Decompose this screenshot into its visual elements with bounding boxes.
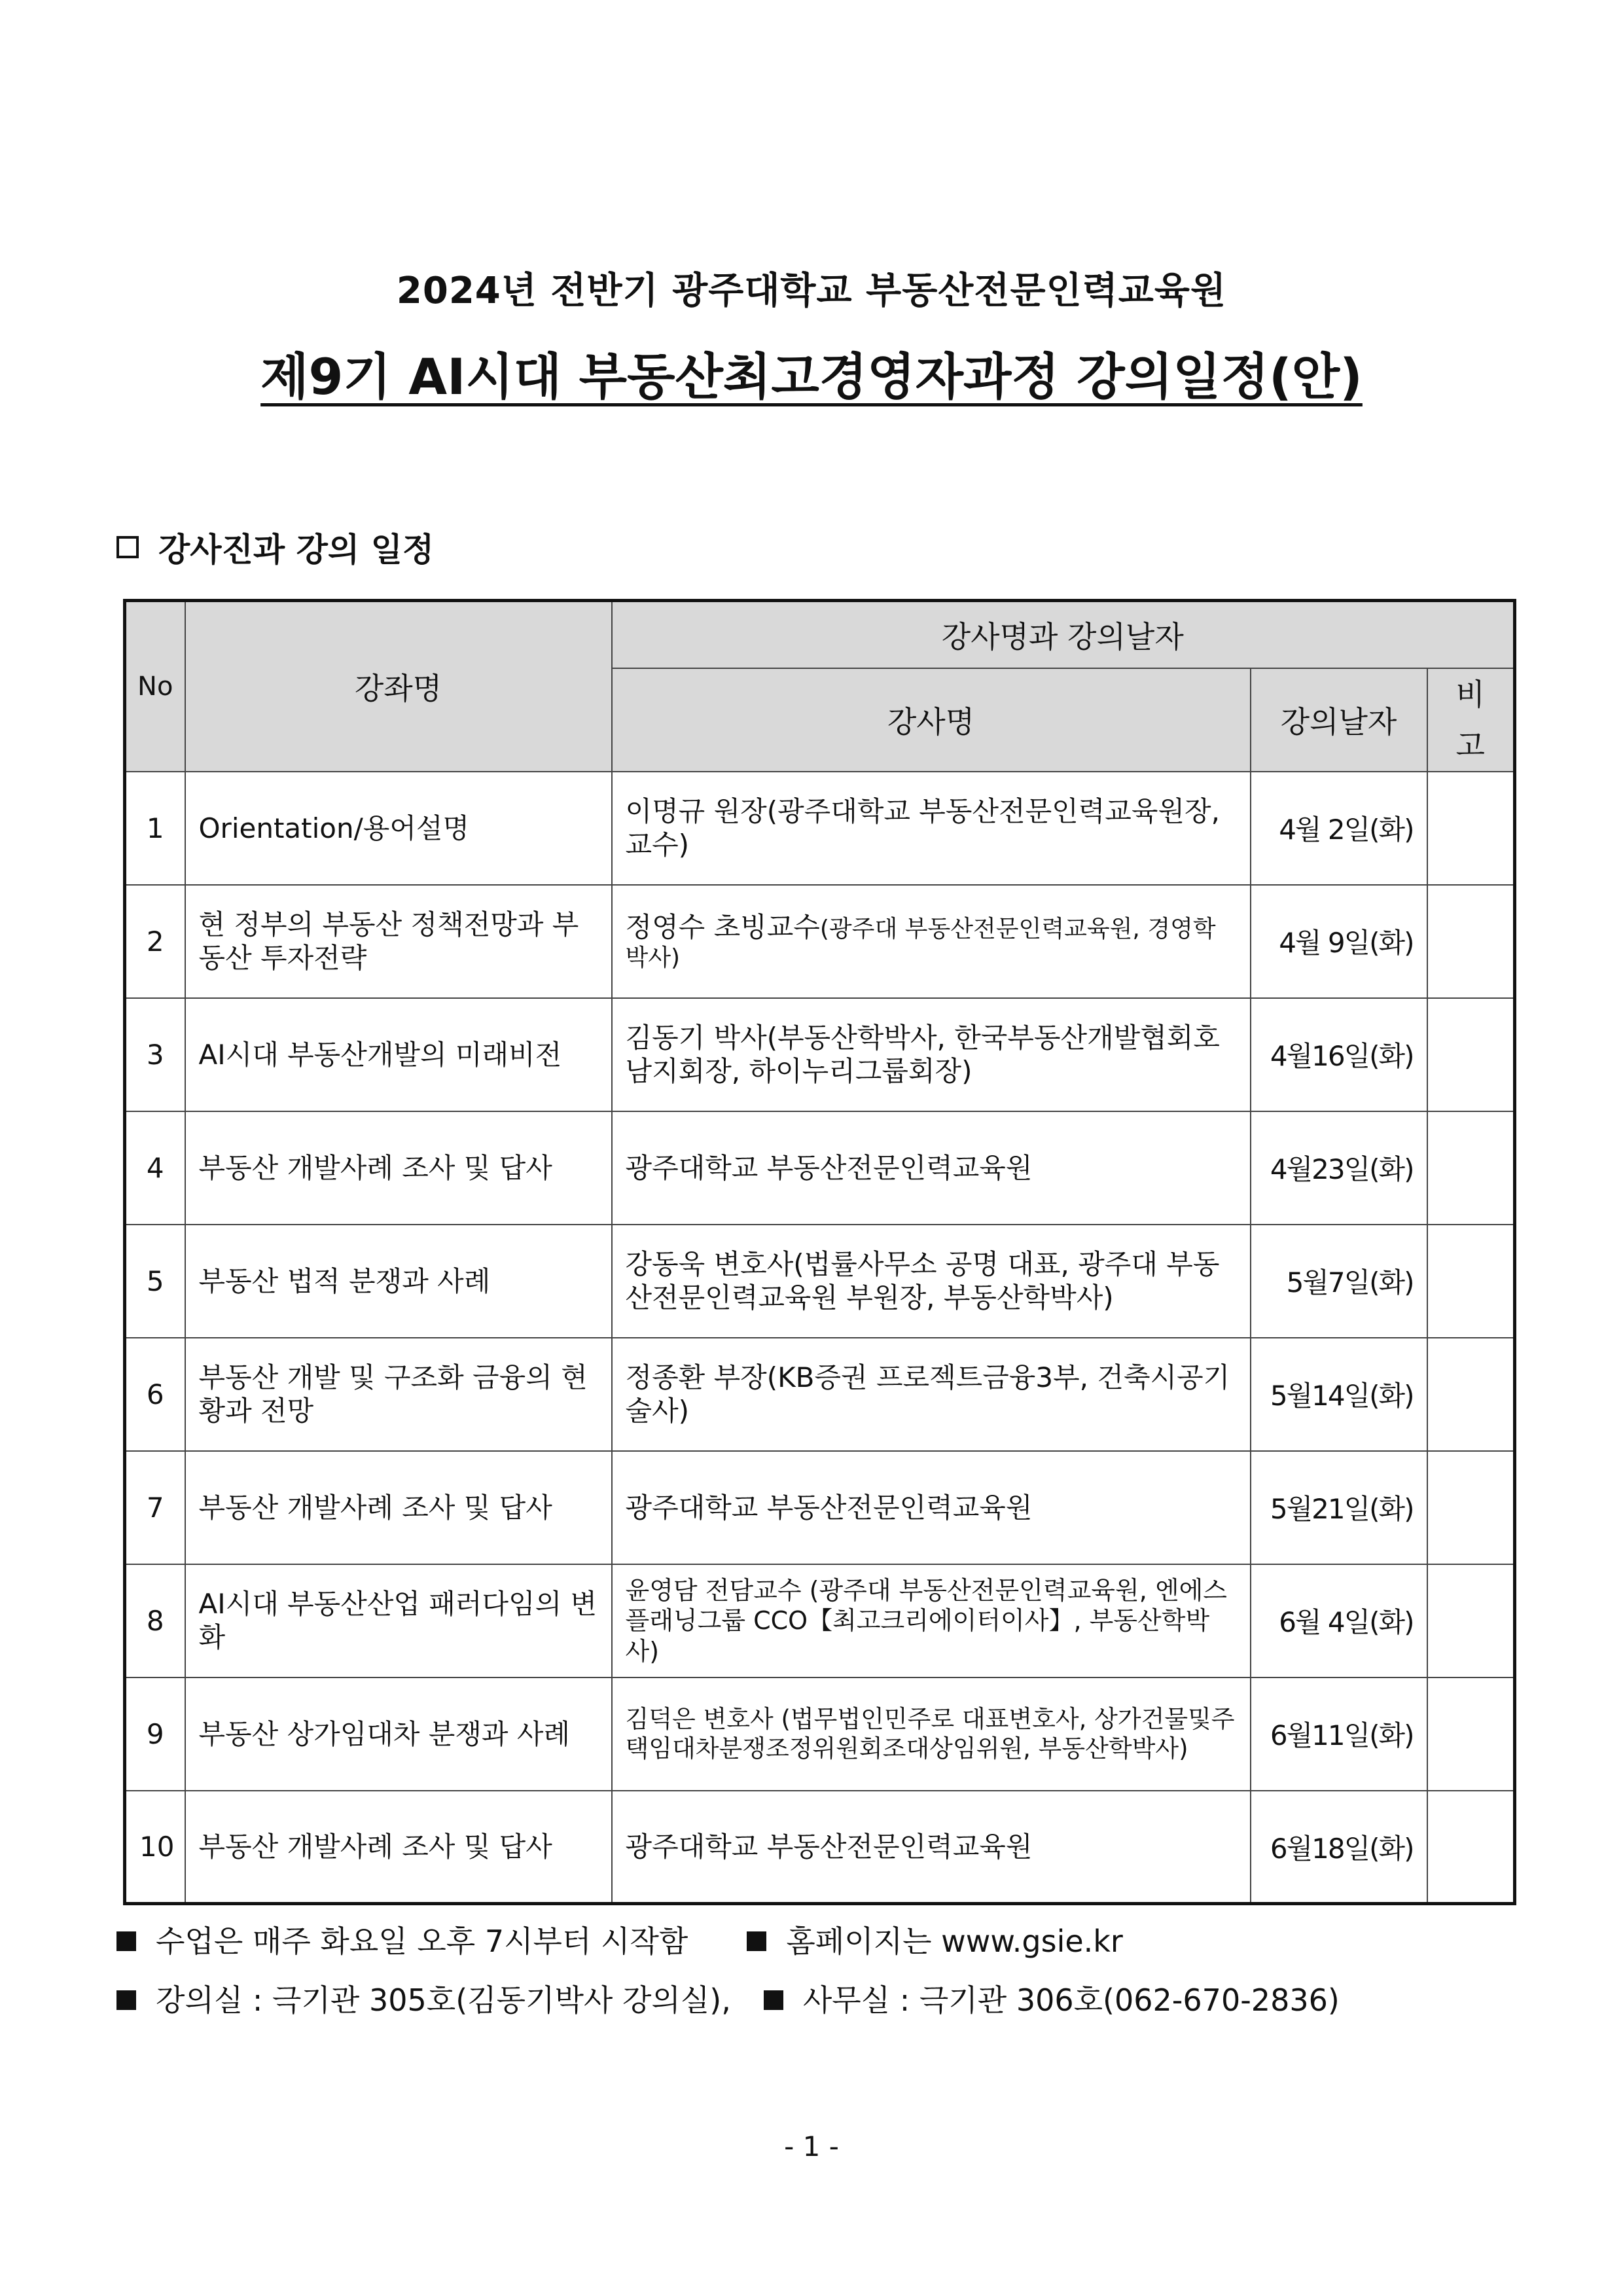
note-classroom: 강의실 : 극기관 305호(김동기박사 강의실),: [156, 1982, 731, 2018]
row-lecturer: 광주대학교 부동산전문인력교육원: [612, 1111, 1251, 1225]
row-course: 현 정부의 부동산 정책전망과 부동산 투자전략: [185, 885, 612, 998]
row-course: 부동산 개발 및 구조화 금융의 현황과 전망: [185, 1338, 612, 1451]
table-header-row: [125, 601, 1515, 668]
row-remark: [1427, 1451, 1515, 1564]
bullet-square-icon: [116, 1931, 136, 1951]
table-row: [125, 885, 1515, 998]
row-course: 부동산 개발사례 조사 및 답사: [185, 1791, 612, 1904]
table-row: [125, 1791, 1515, 1904]
row-remark: [1427, 1677, 1515, 1791]
table-row: [125, 1338, 1515, 1451]
document-title-line2: [0, 337, 1623, 408]
row-no: 4: [125, 1111, 185, 1225]
document-title-line1: 2024년 전반기 광주대학교 부동산전문인력교육원: [396, 270, 1227, 312]
row-remark: [1427, 885, 1515, 998]
row-date: 5월21일(화): [1251, 1451, 1427, 1564]
row-lecturer: 정종환 부장(KB증권 프로젝트금융3부, 건축시공기술사): [612, 1338, 1251, 1451]
schedule-table: [123, 599, 1516, 1905]
row-lecturer: 광주대학교 부동산전문인력교육원: [612, 1451, 1251, 1564]
notes-line2: [116, 1977, 1340, 2020]
section-heading: [116, 524, 434, 571]
header-no: No: [125, 601, 185, 772]
row-date: 4월 9일(화): [1251, 885, 1427, 998]
row-lecturer: 김덕은 변호사 (법무법인민주로 대표변호사, 상가건물및주택임대차분쟁조정위원회조대상임위원, 부동산학박사): [612, 1677, 1251, 1791]
row-lecturer-detail: (광주대 부동산전문인력교육원, 경영학박사): [625, 915, 1216, 972]
row-no: 10: [125, 1791, 185, 1904]
header-course: 강좌명: [185, 601, 612, 772]
row-course: 부동산 법적 분쟁과 사례: [185, 1225, 612, 1338]
row-lecturer: 강동욱 변호사(법률사무소 공명 대표, 광주대 부동산전문인력교육원 부원장, 부동산학박사): [612, 1225, 1251, 1338]
bullet-square-icon: [764, 1990, 783, 2010]
note-class-time: 수업은 매주 화요일 오후 7시부터 시작함: [156, 1924, 688, 1959]
header-remark: [1427, 668, 1515, 772]
header-lecturer: 강사명: [612, 668, 1251, 772]
row-date: 4월23일(화): [1251, 1111, 1427, 1225]
row-no: 2: [125, 885, 185, 998]
row-remark: [1427, 1225, 1515, 1338]
row-lecturer-name: 정영수 초빙교수: [625, 910, 820, 943]
note-office: 사무실 : 극기관 306호(062-670-2836): [802, 1982, 1340, 2018]
table-row: [125, 1451, 1515, 1564]
row-date: 6월11일(화): [1251, 1677, 1427, 1791]
row-date: 6월18일(화): [1251, 1791, 1427, 1904]
row-no: 9: [125, 1677, 185, 1791]
section-heading-text: 강사진과 강의 일정: [158, 531, 435, 569]
row-no: 8: [125, 1564, 185, 1677]
page-number: - 1 -: [784, 2130, 839, 2162]
row-date: 5월14일(화): [1251, 1338, 1427, 1451]
header-date: 강의날자: [1251, 668, 1427, 772]
checkbox-icon: [116, 536, 139, 558]
row-course: 부동산 개발사례 조사 및 답사: [185, 1111, 612, 1225]
row-remark: [1427, 998, 1515, 1111]
row-course: 부동산 개발사례 조사 및 답사: [185, 1451, 612, 1564]
row-remark: [1427, 1791, 1515, 1904]
table-row: [125, 998, 1515, 1111]
row-no: 1: [125, 772, 185, 885]
table-row: [125, 1677, 1515, 1791]
row-course: AI시대 부동산개발의 미래비전: [185, 998, 612, 1111]
row-lecturer: [612, 885, 1251, 998]
row-no: 5: [125, 1225, 185, 1338]
row-date: 4월16일(화): [1251, 998, 1427, 1111]
row-lecturer: 광주대학교 부동산전문인력교육원: [612, 1791, 1251, 1904]
bullet-square-icon: [116, 1990, 136, 2010]
table-row: [125, 1225, 1515, 1338]
row-date: 5월7일(화): [1251, 1225, 1427, 1338]
document-title-text: 제9기 AI시대 부동산최고경영자과정 강의일정(안): [260, 348, 1363, 406]
table-row: [125, 1564, 1515, 1677]
row-no: 7: [125, 1451, 185, 1564]
header-remark-text: 비고: [1455, 676, 1485, 763]
note-homepage: 홈페이지는 www.gsie.kr: [786, 1924, 1123, 1959]
row-course: AI시대 부동산산업 패러다임의 변화: [185, 1564, 612, 1677]
row-no: 3: [125, 998, 185, 1111]
row-course: 부동산 상가임대차 분쟁과 사례: [185, 1677, 612, 1791]
table-row: [125, 772, 1515, 885]
bullet-square-icon: [747, 1931, 766, 1951]
header-lecturer-date-group: 강사명과 강의날자: [612, 601, 1515, 668]
row-remark: [1427, 1111, 1515, 1225]
table-row: [125, 1111, 1515, 1225]
row-remark: [1427, 1338, 1515, 1451]
row-date: 6월 4일(화): [1251, 1564, 1427, 1677]
row-no: 6: [125, 1338, 185, 1451]
row-remark: [1427, 1564, 1515, 1677]
row-lecturer: 윤영담 전담교수 (광주대 부동산전문인력교육원, 엔에스플래닝그룹 CCO【최고크리에이터이사】, 부동산학박사): [612, 1564, 1251, 1677]
row-course: Orientation/용어설명: [185, 772, 612, 885]
row-lecturer: 김동기 박사(부동산학박사, 한국부동산개발협회호남지회장, 하이누리그룹회장): [612, 998, 1251, 1111]
row-date: 4월 2일(화): [1251, 772, 1427, 885]
row-lecturer: 이명규 원장(광주대학교 부동산전문인력교육원장, 교수): [612, 772, 1251, 885]
notes-line1: [116, 1918, 1123, 1961]
row-remark: [1427, 772, 1515, 885]
